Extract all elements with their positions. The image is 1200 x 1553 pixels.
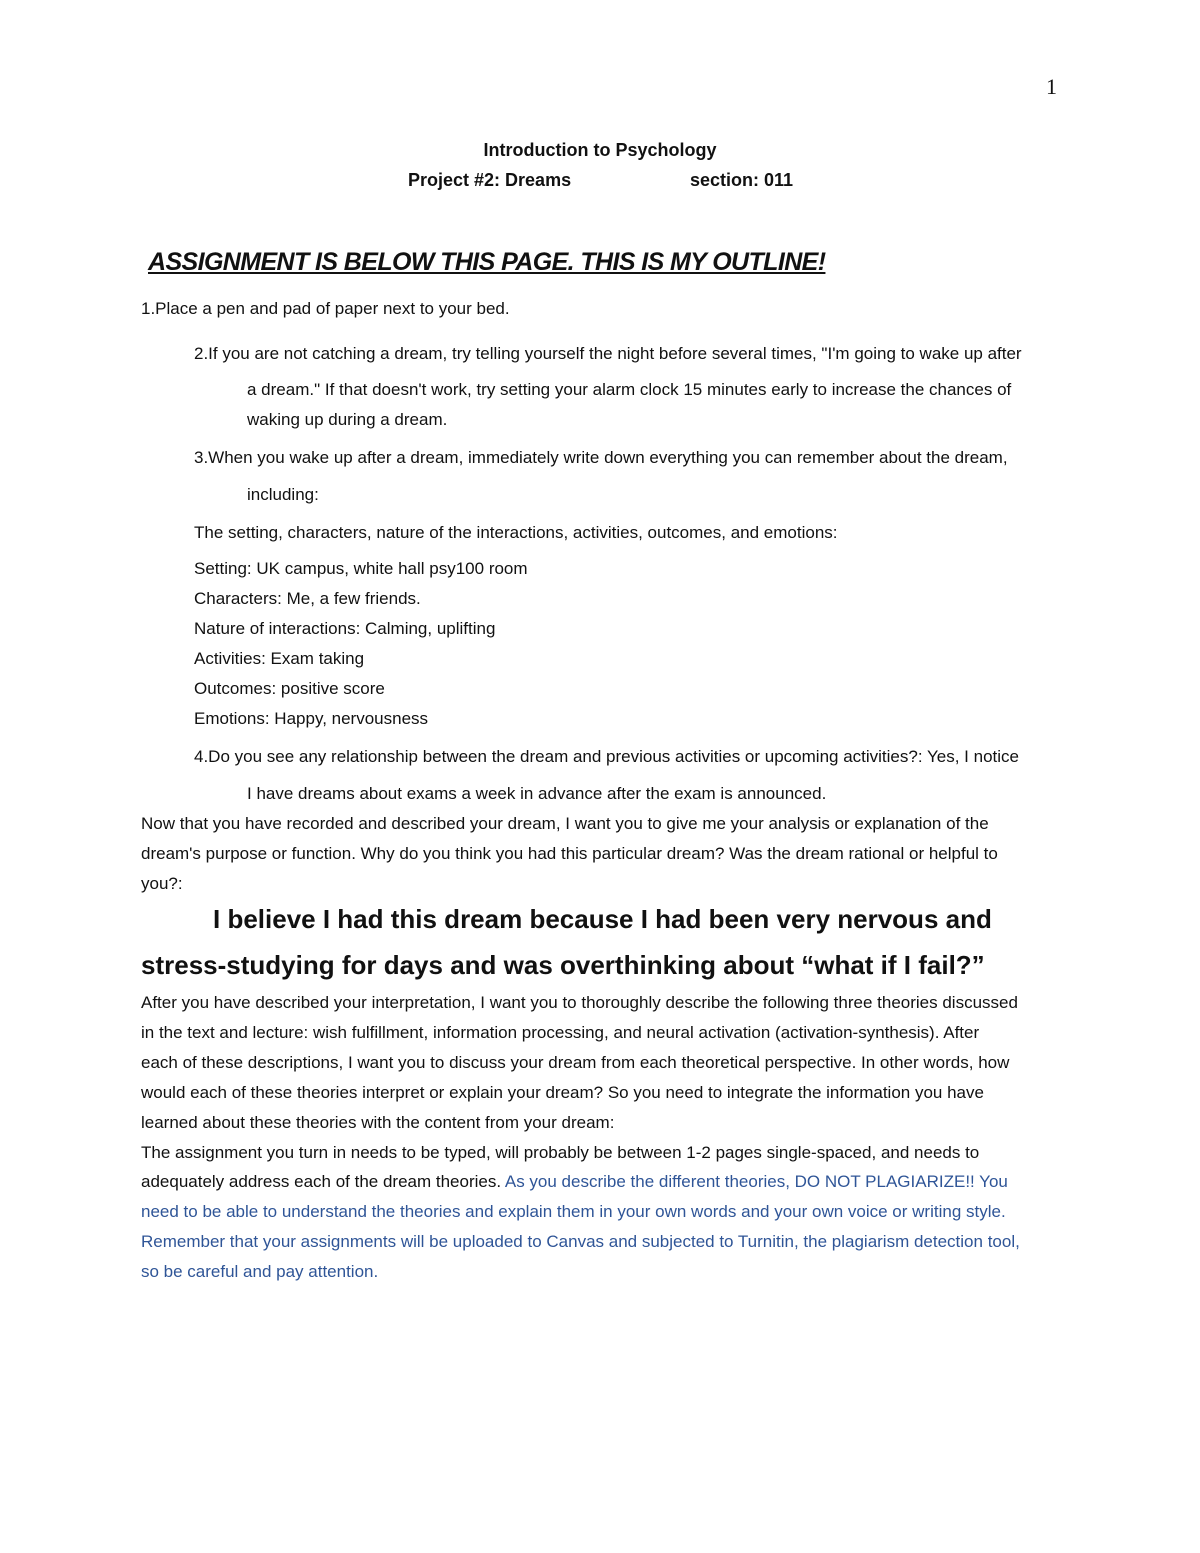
requirements-line: The assignment you turn in needs to be typed, will probably be between 1-2 pages single-spaced, and needs to [141, 1143, 980, 1162]
plagiarism-warning: As you describe the different theories, DO NOT PLAGIARIZE!! You [504, 1172, 1008, 1191]
section-label: section: 011 [690, 170, 794, 190]
requirements-line [141, 1167, 1008, 1197]
step-1: 1.Place a pen and pad of paper next to your bed. [141, 299, 510, 318]
theories-prompt-line: learned about these theories with the content from your dream: [141, 1113, 615, 1132]
theories-prompt-line: in the text and lecture: wish fulfillment, information processing, and neural activation (activation-synthesis). After [141, 1023, 980, 1042]
step-2-line: a dream." If that doesn't work, try setting your alarm clock 15 minutes early to increase the chances of [247, 380, 1012, 399]
page-number: 1 [1046, 74, 1057, 99]
outline-heading: ASSIGNMENT IS BELOW THIS PAGE. THIS IS MY OUTLINE! [148, 248, 826, 276]
detail-characters: Characters: Me, a few friends. [194, 589, 421, 608]
answer-line: stress-studying for days and was overthinking about “what if I fail?” [141, 950, 985, 980]
requirements-text: adequately address each of the dream theories. [141, 1172, 505, 1191]
details-intro: The setting, characters, nature of the interactions, activities, outcomes, and emotions: [194, 523, 838, 542]
step-4-line: 4.Do you see any relationship between the dream and previous activities or upcoming activities?: Yes, I notice [194, 747, 1019, 766]
theories-prompt-line: After you have described your interpretation, I want you to thoroughly describe the following three theories discussed [141, 993, 1018, 1012]
theories-prompt-line: would each of these theories interpret or explain your dream? So you need to integrate the information you have [141, 1083, 984, 1102]
detail-setting: Setting: UK campus, white hall psy100 room [194, 559, 528, 578]
step-3-line: including: [247, 485, 319, 504]
step-3-line: 3.When you wake up after a dream, immediately write down everything you can remember about the dream, [194, 448, 1008, 467]
answer-line: I believe I had this dream because I had been very nervous and [213, 904, 992, 934]
analysis-prompt-line: Now that you have recorded and described your dream, I want you to give me your analysis or explanation of the [141, 814, 989, 833]
plagiarism-warning-line: need to be able to understand the theories and explain them in your own words and your own voice or writing style. [141, 1202, 1006, 1221]
detail-emotions: Emotions: Happy, nervousness [194, 709, 429, 728]
analysis-prompt-line: you?: [141, 874, 183, 893]
step-4-line: I have dreams about exams a week in advance after the exam is announced. [247, 784, 827, 803]
detail-interactions: Nature of interactions: Calming, uplifting [194, 619, 496, 638]
analysis-prompt-line: dream's purpose or function. Why do you think you had this particular dream? Was the dream rational or helpful to [141, 844, 998, 863]
step-2-line: waking up during a dream. [247, 410, 448, 429]
detail-activities: Activities: Exam taking [194, 649, 365, 668]
project-title: Project #2: Dreams [408, 170, 572, 190]
theories-prompt-line: each of these descriptions, I want you to discuss your dream from each theoretical perspective. In other words, how [141, 1053, 1010, 1072]
plagiarism-warning-line: so be careful and pay attention. [141, 1262, 379, 1281]
plagiarism-warning-line: Remember that your assignments will be uploaded to Canvas and subjected to Turnitin, the plagiarism detection tool, [141, 1232, 1020, 1251]
course-title: Introduction to Psychology [483, 140, 717, 160]
detail-outcomes: Outcomes: positive score [194, 679, 385, 698]
step-2-line: 2.If you are not catching a dream, try telling yourself the night before several times, "I'm going to wake up after [194, 344, 1022, 363]
